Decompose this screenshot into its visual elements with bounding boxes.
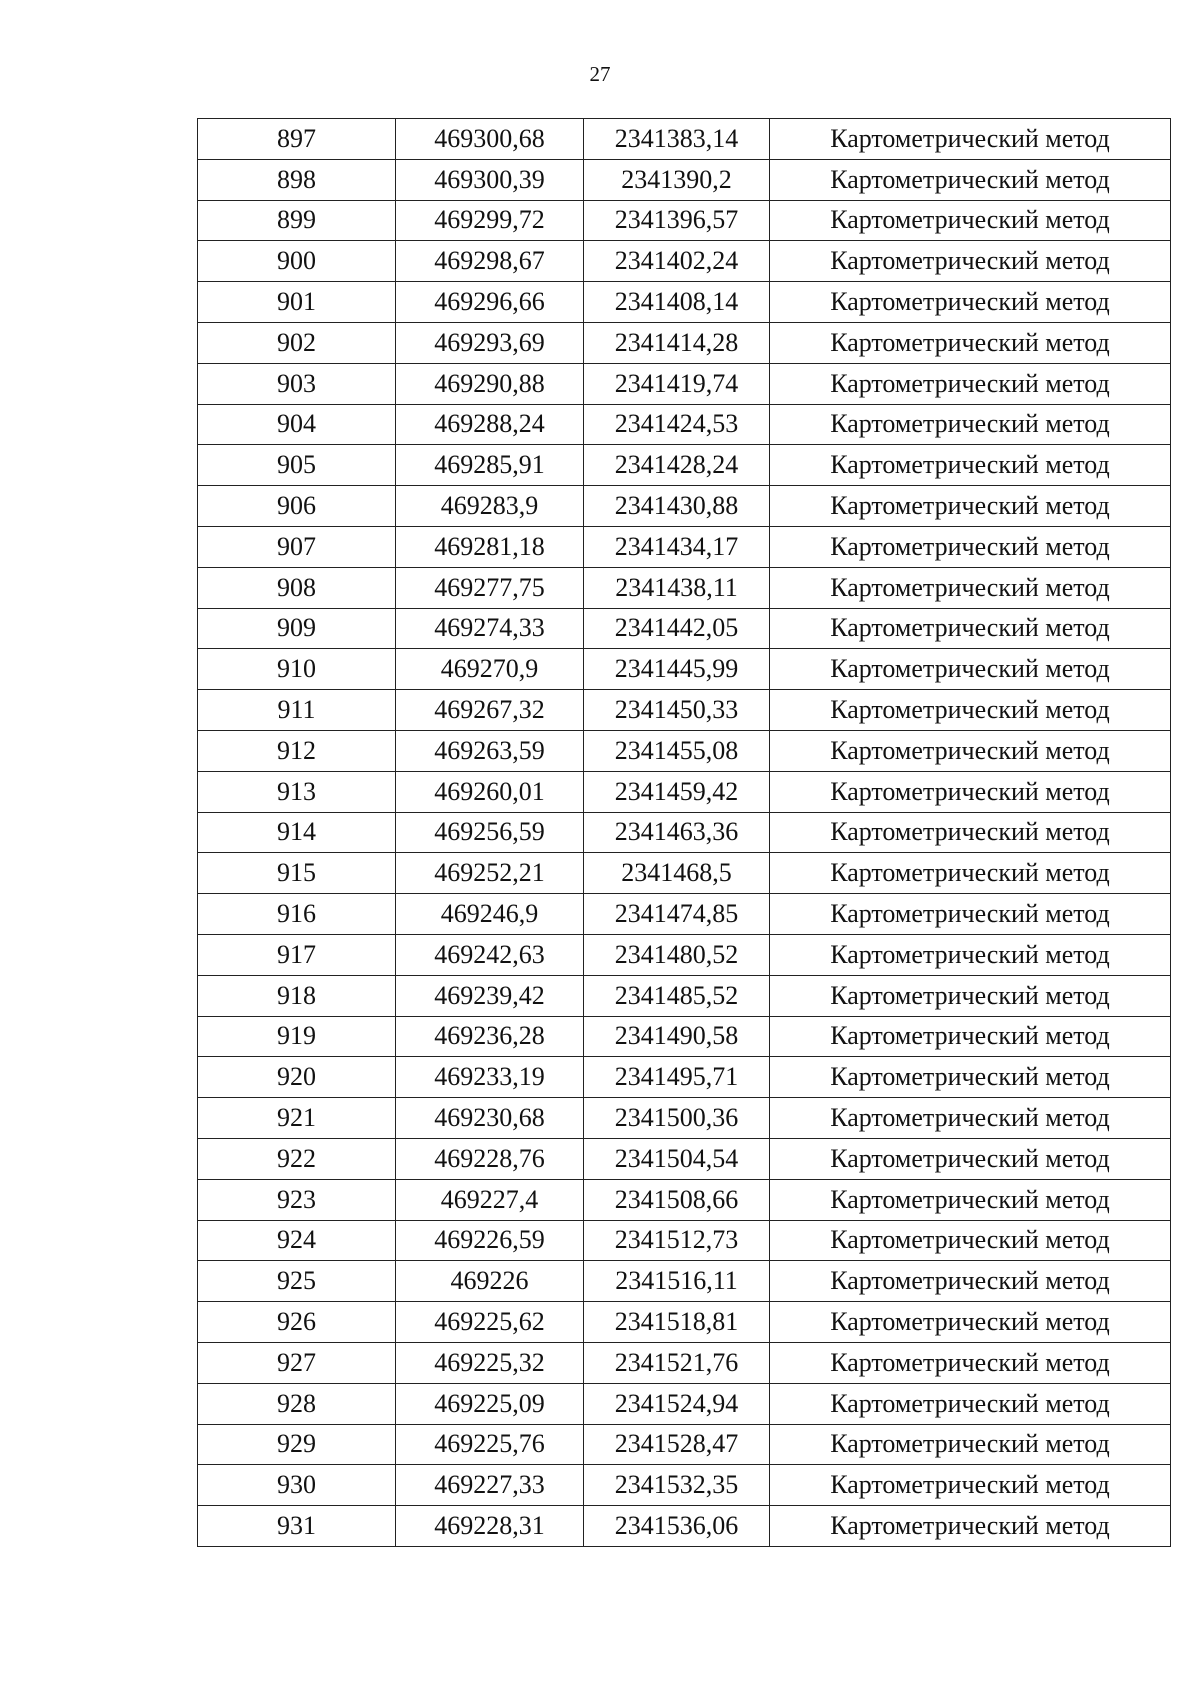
method-cell: Картометрический метод [770,690,1171,731]
x-coordinate-cell: 469270,9 [396,649,584,690]
point-number-cell: 897 [198,119,396,160]
point-number-cell: 916 [198,894,396,935]
point-number-cell: 907 [198,526,396,567]
x-coordinate-cell: 469230,68 [396,1098,584,1139]
point-number-cell: 898 [198,159,396,200]
table-row [198,1098,1171,1139]
point-number-cell: 901 [198,282,396,323]
x-coordinate-cell: 469260,01 [396,771,584,812]
table-row [198,1138,1171,1179]
point-number-cell: 920 [198,1057,396,1098]
point-number-cell: 905 [198,445,396,486]
x-coordinate-cell: 469236,28 [396,1016,584,1057]
x-coordinate-cell: 469290,88 [396,363,584,404]
method-cell: Картометрический метод [770,1261,1171,1302]
y-coordinate-cell: 2341524,94 [584,1383,770,1424]
method-cell: Картометрический метод [770,486,1171,527]
point-number-cell: 918 [198,975,396,1016]
y-coordinate-cell: 2341408,14 [584,282,770,323]
table-row [198,159,1171,200]
y-coordinate-cell: 2341474,85 [584,894,770,935]
point-number-cell: 927 [198,1342,396,1383]
table-row [198,1016,1171,1057]
method-cell: Картометрический метод [770,771,1171,812]
x-coordinate-cell: 469225,09 [396,1383,584,1424]
method-cell: Картометрический метод [770,1465,1171,1506]
x-coordinate-cell: 469283,9 [396,486,584,527]
point-number-cell: 923 [198,1179,396,1220]
method-cell: Картометрический метод [770,812,1171,853]
table-row [198,690,1171,731]
y-coordinate-cell: 2341518,81 [584,1302,770,1343]
x-coordinate-cell: 469228,76 [396,1138,584,1179]
x-coordinate-cell: 469296,66 [396,282,584,323]
method-cell: Картометрический метод [770,1057,1171,1098]
x-coordinate-cell: 469299,72 [396,200,584,241]
method-cell: Картометрический метод [770,1302,1171,1343]
method-cell: Картометрический метод [770,322,1171,363]
y-coordinate-cell: 2341424,53 [584,404,770,445]
method-cell: Картометрический метод [770,526,1171,567]
y-coordinate-cell: 2341450,33 [584,690,770,731]
method-cell: Картометрический метод [770,608,1171,649]
method-cell: Картометрический метод [770,1506,1171,1547]
x-coordinate-cell: 469267,32 [396,690,584,731]
point-number-cell: 921 [198,1098,396,1139]
x-coordinate-cell: 469293,69 [396,322,584,363]
y-coordinate-cell: 2341521,76 [584,1342,770,1383]
y-coordinate-cell: 2341516,11 [584,1261,770,1302]
method-cell: Картометрический метод [770,1424,1171,1465]
y-coordinate-cell: 2341414,28 [584,322,770,363]
y-coordinate-cell: 2341495,71 [584,1057,770,1098]
y-coordinate-cell: 2341459,42 [584,771,770,812]
point-number-cell: 903 [198,363,396,404]
method-cell: Картометрический метод [770,567,1171,608]
x-coordinate-cell: 469300,39 [396,159,584,200]
point-number-cell: 909 [198,608,396,649]
point-number-cell: 930 [198,1465,396,1506]
table-row [198,1342,1171,1383]
point-number-cell: 908 [198,567,396,608]
y-coordinate-cell: 2341512,73 [584,1220,770,1261]
x-coordinate-cell: 469225,76 [396,1424,584,1465]
method-cell: Картометрический метод [770,1383,1171,1424]
point-number-cell: 904 [198,404,396,445]
table-row [198,649,1171,690]
point-number-cell: 924 [198,1220,396,1261]
point-number-cell: 926 [198,1302,396,1343]
table-row [198,771,1171,812]
point-number-cell: 910 [198,649,396,690]
table-row [198,730,1171,771]
table-row [198,812,1171,853]
x-coordinate-cell: 469300,68 [396,119,584,160]
table-row [198,1302,1171,1343]
point-number-cell: 917 [198,934,396,975]
table-row [198,241,1171,282]
point-number-cell: 915 [198,853,396,894]
method-cell: Картометрический метод [770,445,1171,486]
y-coordinate-cell: 2341480,52 [584,934,770,975]
x-coordinate-cell: 469239,42 [396,975,584,1016]
method-cell: Картометрический метод [770,241,1171,282]
method-cell: Картометрический метод [770,1342,1171,1383]
y-coordinate-cell: 2341442,05 [584,608,770,649]
point-number-cell: 919 [198,1016,396,1057]
point-number-cell: 902 [198,322,396,363]
table-row [198,282,1171,323]
x-coordinate-cell: 469288,24 [396,404,584,445]
x-coordinate-cell: 469263,59 [396,730,584,771]
table-row [198,445,1171,486]
y-coordinate-cell: 2341390,2 [584,159,770,200]
coordinates-table-body [198,119,1171,1547]
x-coordinate-cell: 469227,33 [396,1465,584,1506]
y-coordinate-cell: 2341463,36 [584,812,770,853]
point-number-cell: 913 [198,771,396,812]
x-coordinate-cell: 469225,62 [396,1302,584,1343]
table-row [198,1220,1171,1261]
method-cell: Картометрический метод [770,200,1171,241]
y-coordinate-cell: 2341434,17 [584,526,770,567]
point-number-cell: 899 [198,200,396,241]
y-coordinate-cell: 2341468,5 [584,853,770,894]
method-cell: Картометрический метод [770,1016,1171,1057]
x-coordinate-cell: 469277,75 [396,567,584,608]
y-coordinate-cell: 2341419,74 [584,363,770,404]
y-coordinate-cell: 2341485,52 [584,975,770,1016]
table-row [198,1383,1171,1424]
y-coordinate-cell: 2341528,47 [584,1424,770,1465]
y-coordinate-cell: 2341504,54 [584,1138,770,1179]
x-coordinate-cell: 469246,9 [396,894,584,935]
x-coordinate-cell: 469274,33 [396,608,584,649]
y-coordinate-cell: 2341402,24 [584,241,770,282]
method-cell: Картометрический метод [770,649,1171,690]
method-cell: Картометрический метод [770,1179,1171,1220]
method-cell: Картометрический метод [770,282,1171,323]
table-row [198,975,1171,1016]
y-coordinate-cell: 2341532,35 [584,1465,770,1506]
y-coordinate-cell: 2341536,06 [584,1506,770,1547]
method-cell: Картометрический метод [770,975,1171,1016]
x-coordinate-cell: 469242,63 [396,934,584,975]
x-coordinate-cell: 469227,4 [396,1179,584,1220]
method-cell: Картометрический метод [770,894,1171,935]
method-cell: Картометрический метод [770,1220,1171,1261]
x-coordinate-cell: 469285,91 [396,445,584,486]
y-coordinate-cell: 2341445,99 [584,649,770,690]
x-coordinate-cell: 469298,67 [396,241,584,282]
point-number-cell: 928 [198,1383,396,1424]
y-coordinate-cell: 2341455,08 [584,730,770,771]
y-coordinate-cell: 2341383,14 [584,119,770,160]
y-coordinate-cell: 2341438,11 [584,567,770,608]
method-cell: Картометрический метод [770,159,1171,200]
x-coordinate-cell: 469281,18 [396,526,584,567]
table-row [198,567,1171,608]
point-number-cell: 922 [198,1138,396,1179]
method-cell: Картометрический метод [770,404,1171,445]
method-cell: Картометрический метод [770,119,1171,160]
table-row [198,1261,1171,1302]
point-number-cell: 900 [198,241,396,282]
table-row [198,853,1171,894]
point-number-cell: 929 [198,1424,396,1465]
table-row [198,1506,1171,1547]
y-coordinate-cell: 2341500,36 [584,1098,770,1139]
y-coordinate-cell: 2341428,24 [584,445,770,486]
table-row [198,486,1171,527]
x-coordinate-cell: 469226 [396,1261,584,1302]
point-number-cell: 906 [198,486,396,527]
x-coordinate-cell: 469225,32 [396,1342,584,1383]
table-row [198,1057,1171,1098]
table-row [198,119,1171,160]
coordinates-table [197,118,1171,1547]
y-coordinate-cell: 2341490,58 [584,1016,770,1057]
table-row [198,200,1171,241]
point-number-cell: 912 [198,730,396,771]
table-row [198,363,1171,404]
method-cell: Картометрический метод [770,363,1171,404]
point-number-cell: 914 [198,812,396,853]
x-coordinate-cell: 469226,59 [396,1220,584,1261]
method-cell: Картометрический метод [770,1098,1171,1139]
table-row [198,1179,1171,1220]
table-row [198,1424,1171,1465]
point-number-cell: 931 [198,1506,396,1547]
method-cell: Картометрический метод [770,730,1171,771]
x-coordinate-cell: 469252,21 [396,853,584,894]
y-coordinate-cell: 2341508,66 [584,1179,770,1220]
table-row [198,1465,1171,1506]
y-coordinate-cell: 2341396,57 [584,200,770,241]
x-coordinate-cell: 469256,59 [396,812,584,853]
point-number-cell: 911 [198,690,396,731]
table-row [198,404,1171,445]
x-coordinate-cell: 469233,19 [396,1057,584,1098]
y-coordinate-cell: 2341430,88 [584,486,770,527]
point-number-cell: 925 [198,1261,396,1302]
method-cell: Картометрический метод [770,1138,1171,1179]
method-cell: Картометрический метод [770,853,1171,894]
x-coordinate-cell: 469228,31 [396,1506,584,1547]
table-row [198,934,1171,975]
table-row [198,322,1171,363]
table-row [198,608,1171,649]
table-row [198,894,1171,935]
page-number: 27 [589,62,611,86]
method-cell: Картометрический метод [770,934,1171,975]
table-row [198,526,1171,567]
